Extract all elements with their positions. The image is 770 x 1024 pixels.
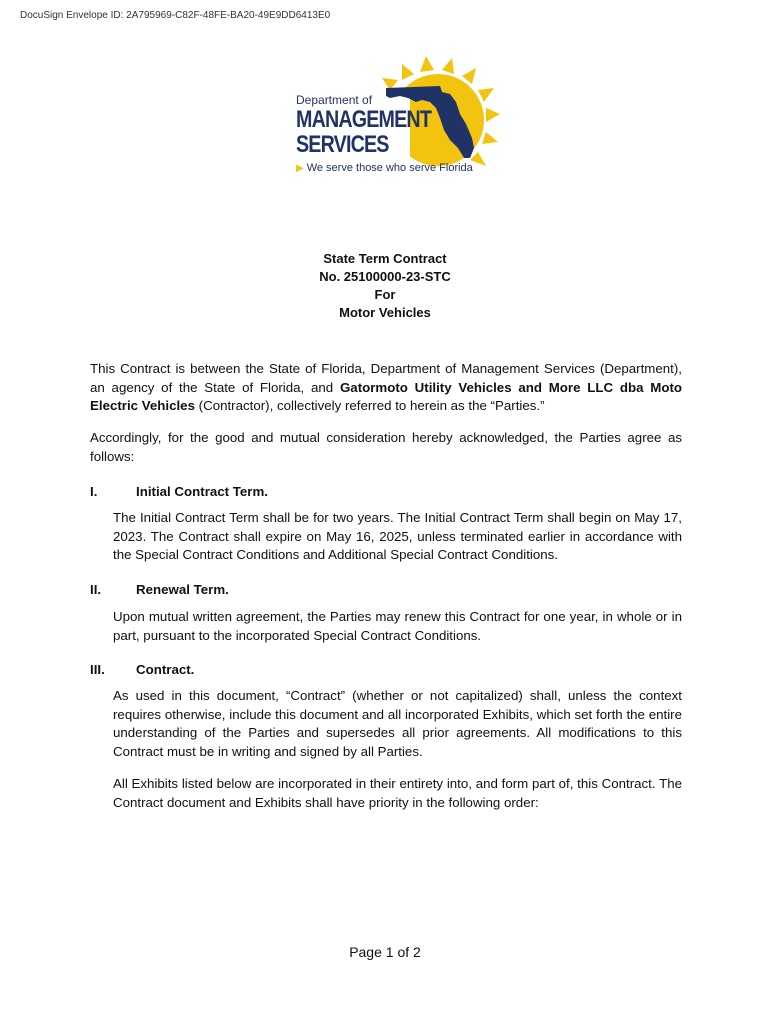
intro-text-2: (Contractor), collectively referred to herein as the “Parties.” [194, 398, 545, 413]
section-heading-1 [90, 484, 268, 499]
intro-text-1: This Contract is between the State of Florida, Department of Management Services (Department), an agency of the State of Florida, and [90, 361, 682, 395]
section-title: Renewal Term. [136, 582, 229, 597]
page-number: Page 1 of 2 [349, 944, 421, 960]
section-1-paragraph: The Initial Contract Term shall be for two years. The Initial Contract Term shall begin on May 17, 2023. The Contract shall expire on May 16, 2025, unless terminated earlier in accordance with the Special Contract Conditions and Additional Special Contract Conditions. [113, 510, 682, 562]
section-number: II. [90, 582, 102, 597]
section-title: Initial Contract Term. [136, 484, 269, 499]
section-3-paragraph-1: As used in this document, “Contract” (whether or not capitalized) shall, unless the context requires otherwise, include this document and all incorporated Exhibits, which set forth the entire understanding of the Parties and supersedes all prior agreements. All modifications to this Contract must be in writing and signed by all Parties. [113, 688, 682, 759]
dms-logo [290, 44, 510, 179]
logo-line-department: Department of [296, 93, 373, 107]
accordingly-paragraph: Accordingly, for the good and mutual consideration hereby acknowledged, the Parties agree as follows: [90, 430, 682, 464]
section-3-paragraph-2: All Exhibits listed below are incorporated in their entirety into, and form part of, this Contract. The Contract document and Exhibits shall have priority in the following order: [113, 776, 682, 810]
contractor-name: Gatormoto Utility Vehicles and More LLC dba Moto Electric Vehicles [90, 379, 683, 413]
logo-line-management: MANAGEMENT [296, 106, 432, 133]
section-heading-2 [90, 582, 229, 597]
logo-tagline [296, 162, 473, 174]
title-line-3: For [374, 287, 396, 302]
play-arrow-icon: ▶ [296, 163, 304, 174]
section-2-paragraph: Upon mutual written agreement, the Parties may renew this Contract for one year, in whole or in part, pursuant to the incorporated Special Contract Conditions. [113, 609, 682, 643]
logo-tagline-text: We serve those who serve Florida [306, 162, 473, 174]
title-line-1: State Term Contract [323, 251, 447, 266]
intro-paragraph [90, 360, 682, 416]
title-line-2: No. 25100000-23-STC [319, 269, 451, 284]
title-line-4: Motor Vehicles [339, 305, 431, 320]
envelope-id: DocuSign Envelope ID: 2A795969-C82F-48FE-BA20-49E9DD6413E0 [20, 10, 331, 21]
section-number: III. [90, 662, 105, 677]
logo-line-services: SERVICES [296, 131, 389, 158]
section-heading-3 [90, 662, 194, 677]
section-title: Contract. [136, 662, 195, 677]
section-number: I. [90, 484, 98, 499]
contract-title [0, 250, 770, 322]
